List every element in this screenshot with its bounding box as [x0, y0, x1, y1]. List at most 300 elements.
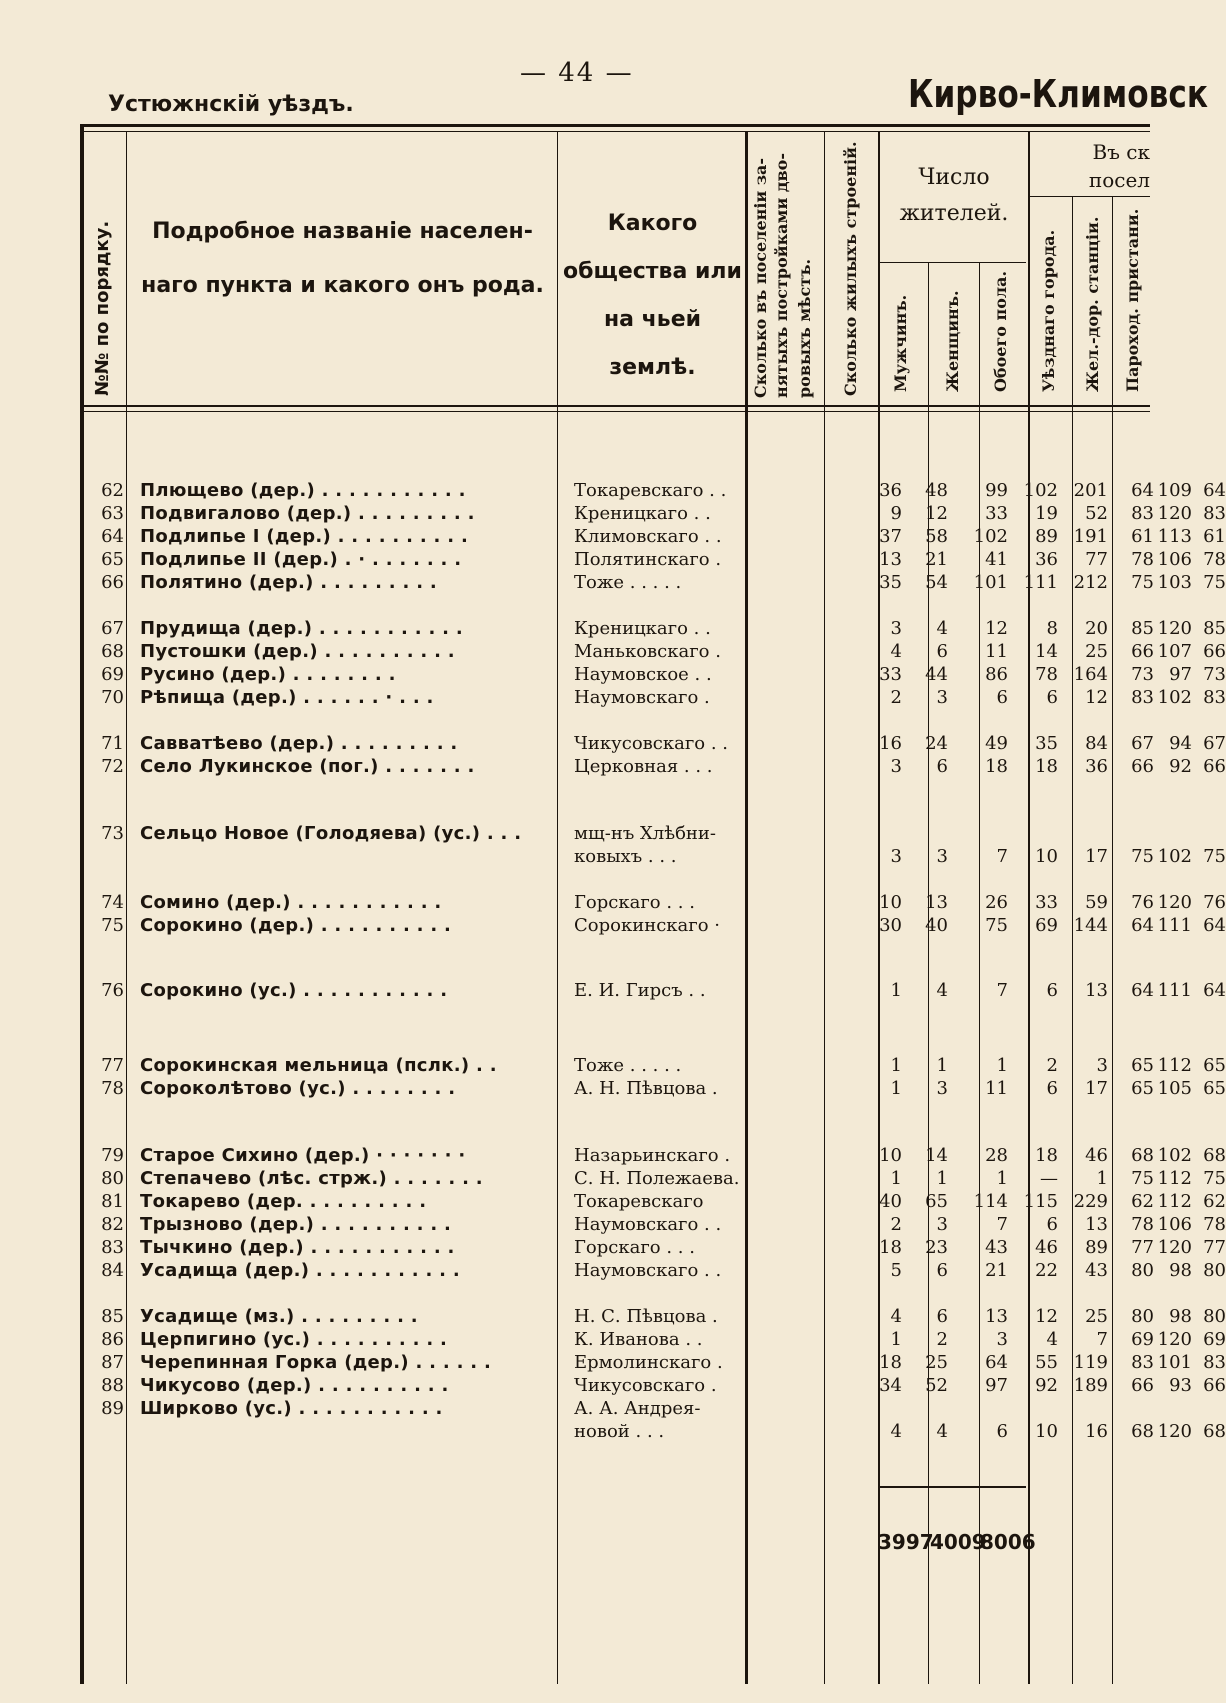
total-women: 4009	[930, 1530, 986, 1554]
vsk-sub-rule	[1030, 196, 1150, 197]
table-row	[80, 1375, 1226, 1397]
header-parohod: Пароход. пристани.	[1123, 208, 1142, 392]
row-zhd: 103	[1157, 572, 1192, 593]
row-stroeniy: 3	[936, 1078, 948, 1099]
row-number: 83	[101, 1237, 124, 1258]
table-row	[80, 480, 1226, 502]
row-society: Назарьинскаго .	[574, 1145, 731, 1166]
row-society: Сорокинскаго ·	[574, 915, 720, 936]
table-row	[80, 1214, 1226, 1236]
row-women: 6	[1046, 980, 1058, 1001]
row-zhd: 107	[1157, 641, 1192, 662]
row-men: 3	[996, 1329, 1008, 1350]
row-stroeniy: 1	[936, 1055, 948, 1076]
row-parohod: 76	[1203, 892, 1226, 913]
row-dvor: 4	[890, 1306, 902, 1327]
row-parohod: 62	[1203, 1191, 1226, 1212]
row-women: 6	[1046, 687, 1058, 708]
row-dvor: 36	[879, 480, 902, 501]
row-stroeniy: 3	[936, 846, 948, 867]
row-stroeniy: 6	[936, 641, 948, 662]
row-name: Плющево (дер.) . . . . . . . . . . .	[140, 480, 466, 501]
row-society: Креницкаго . .	[574, 503, 711, 524]
row-dvor: 4	[890, 641, 902, 662]
row-society: Ермолинскаго .	[574, 1352, 723, 1373]
row-women: 92	[1035, 1375, 1058, 1396]
row-stroeniy: 25	[925, 1352, 948, 1373]
row-dvor: 13	[879, 549, 902, 570]
row-number: 67	[101, 618, 124, 639]
row-stroeniy: 44	[925, 664, 948, 685]
row-name: Русино (дер.) . . . . . . . .	[140, 664, 396, 685]
header-society-line3: на чьей землѣ.	[603, 307, 702, 380]
row-parohod: 75	[1203, 572, 1226, 593]
row-society: Наумовскаго . .	[574, 1214, 722, 1235]
row-society: мщ-нъ Хлѣбни-	[574, 823, 717, 844]
row-zhd: 120	[1157, 618, 1192, 639]
row-men: 7	[996, 846, 1008, 867]
row-men: 97	[985, 1375, 1008, 1396]
row-zhd: 92	[1169, 756, 1192, 777]
row-total: 43	[1085, 1260, 1108, 1281]
row-dvor: 2	[890, 1214, 902, 1235]
row-total: 201	[1073, 480, 1108, 501]
row-stroeniy: 21	[925, 549, 948, 570]
row-women: 115	[1023, 1191, 1058, 1212]
chislo-sub-rule	[880, 262, 1026, 263]
row-total: 52	[1085, 503, 1108, 524]
row-men: 75	[985, 915, 1008, 936]
row-men: 1	[996, 1055, 1008, 1076]
table-row	[80, 915, 1226, 937]
row-zhd: 112	[1157, 1055, 1192, 1076]
table-row	[80, 664, 1226, 686]
row-stroeniy: 14	[925, 1145, 948, 1166]
row-gorod: 66	[1131, 641, 1154, 662]
row-number: 75	[101, 915, 124, 936]
row-parohod: 64	[1203, 915, 1226, 936]
row-total: 16	[1085, 1421, 1108, 1442]
row-name: Рѣпища (дер.) . . . . . . · . . .	[140, 687, 434, 708]
row-gorod: 80	[1131, 1306, 1154, 1327]
table-row	[80, 526, 1226, 548]
row-women: 6	[1046, 1214, 1058, 1235]
row-society-cont: ковыхъ . . .	[574, 846, 677, 867]
row-stroeniy: 58	[925, 526, 948, 547]
row-stroeniy: 24	[925, 733, 948, 754]
row-name: Церпигино (ус.) . . . . . . . . . .	[140, 1329, 448, 1350]
top-rule-2	[80, 131, 1150, 132]
row-society: Полятинскаго .	[574, 549, 722, 570]
row-society: Токаревскаго	[574, 1191, 704, 1212]
table-row	[80, 980, 1226, 1002]
row-number: 85	[101, 1306, 124, 1327]
row-society: К. Иванова . .	[574, 1329, 703, 1350]
row-stroeniy: 6	[936, 1306, 948, 1327]
row-gorod: 67	[1131, 733, 1154, 754]
row-zhd: 94	[1169, 733, 1192, 754]
row-name: Трызново (дер.) . . . . . . . . . .	[140, 1214, 452, 1235]
row-zhd: 120	[1157, 503, 1192, 524]
row-name: Усадище (мз.) . . . . . . . . .	[140, 1306, 418, 1327]
row-zhd: 109	[1157, 480, 1192, 501]
row-dvor: 1	[890, 1329, 902, 1350]
row-number: 78	[101, 1078, 124, 1099]
row-dvor: 16	[879, 733, 902, 754]
row-zhd: 120	[1157, 892, 1192, 913]
row-men: 13	[985, 1306, 1008, 1327]
table-row	[80, 687, 1226, 709]
header-vsk-line1: Въ ск	[1092, 140, 1150, 164]
row-society: Чикусовскаго .	[574, 1375, 717, 1396]
row-men: 7	[996, 980, 1008, 1001]
row-men: 7	[996, 1214, 1008, 1235]
row-total: 36	[1085, 756, 1108, 777]
row-women: 14	[1035, 641, 1058, 662]
row-dvor: 1	[890, 1078, 902, 1099]
row-name: Сорокино (дер.) . . . . . . . . . .	[140, 915, 452, 936]
row-gorod: 68	[1131, 1145, 1154, 1166]
header-dvor-line1: Сколько въ поселеніи за-	[751, 157, 770, 398]
row-stroeniy: 52	[925, 1375, 948, 1396]
row-number: 64	[101, 526, 124, 547]
row-total: 191	[1073, 526, 1108, 547]
row-parohod: 78	[1203, 1214, 1226, 1235]
row-gorod: 68	[1131, 1421, 1154, 1442]
district-title: Устюжнскій уѣздъ.	[108, 92, 354, 117]
row-name: Старое Сихино (дер.) · · · · · · ·	[140, 1145, 466, 1166]
row-gorod: 65	[1131, 1078, 1154, 1099]
row-men: 101	[973, 572, 1008, 593]
table-row	[80, 733, 1226, 755]
row-society: Е. И. Гирсъ . .	[574, 980, 706, 1001]
row-men: 64	[985, 1352, 1008, 1373]
row-society: Тоже . . . . .	[574, 1055, 682, 1076]
row-name: Савватѣево (дер.) . . . . . . . . .	[140, 733, 458, 754]
row-gorod: 83	[1131, 1352, 1154, 1373]
row-gorod: 83	[1131, 687, 1154, 708]
row-stroeniy: 3	[936, 687, 948, 708]
row-stroeniy: 12	[925, 503, 948, 524]
row-name: Село Лукинское (пог.) . . . . . . .	[140, 756, 475, 777]
row-parohod: 68	[1203, 1421, 1226, 1442]
row-zhd: 106	[1157, 1214, 1192, 1235]
row-women: 18	[1035, 1145, 1058, 1166]
row-name: Сороколѣтово (ус.) . . . . . . . .	[140, 1078, 456, 1099]
row-total: 1	[1096, 1168, 1108, 1189]
row-society: Наумовскаго .	[574, 687, 710, 708]
row-women: 8	[1046, 618, 1058, 639]
row-society: Маньковскаго .	[574, 641, 721, 662]
row-women: 102	[1023, 480, 1058, 501]
row-number: 74	[101, 892, 124, 913]
header-dvor-line2: нятыхъ постройками дво-	[772, 153, 791, 398]
row-gorod: 83	[1131, 503, 1154, 524]
row-dvor: 34	[879, 1375, 902, 1396]
row-total: 46	[1085, 1145, 1108, 1166]
row-women: 22	[1035, 1260, 1058, 1281]
row-society: Климовскаго . .	[574, 526, 722, 547]
row-parohod: 75	[1203, 1168, 1226, 1189]
row-parohod: 83	[1203, 1352, 1226, 1373]
row-men: 114	[973, 1191, 1008, 1212]
row-number: 69	[101, 664, 124, 685]
row-total: 119	[1073, 1352, 1108, 1373]
row-zhd: 120	[1157, 1421, 1192, 1442]
row-zhd: 102	[1157, 1145, 1192, 1166]
row-name: Полятино (дер.) . . . . . . . . .	[140, 572, 438, 593]
row-total: 20	[1085, 618, 1108, 639]
row-women: 4	[1046, 1329, 1058, 1350]
row-parohod: 66	[1203, 641, 1226, 662]
row-society: Креницкаго . .	[574, 618, 711, 639]
row-gorod: 69	[1131, 1329, 1154, 1350]
header-gorod: Уѣзднаго города.	[1039, 229, 1058, 392]
table-row	[80, 1237, 1226, 1259]
row-name: Черепинная Горка (дер.) . . . . . .	[140, 1352, 492, 1373]
row-total: 144	[1073, 915, 1108, 936]
row-dvor: 10	[879, 1145, 902, 1166]
row-zhd: 98	[1169, 1306, 1192, 1327]
table-row	[80, 503, 1226, 525]
row-women: 111	[1023, 572, 1058, 593]
row-parohod: 73	[1203, 664, 1226, 685]
row-parohod: 61	[1203, 526, 1226, 547]
row-parohod: 78	[1203, 549, 1226, 570]
row-gorod: 64	[1131, 915, 1154, 936]
row-stroeniy: 23	[925, 1237, 948, 1258]
row-number: 72	[101, 756, 124, 777]
row-parohod: 83	[1203, 503, 1226, 524]
row-society: Тоже . . . . .	[574, 572, 682, 593]
header-num: №№ по порядку.	[92, 220, 113, 396]
row-gorod: 64	[1131, 480, 1154, 501]
row-parohod: 64	[1203, 480, 1226, 501]
header-vsk-line2: посел	[1088, 168, 1150, 192]
row-stroeniy: 4	[936, 980, 948, 1001]
row-stroeniy: 4	[936, 1421, 948, 1442]
row-women: 2	[1046, 1055, 1058, 1076]
row-men: 6	[996, 1421, 1008, 1442]
row-stroeniy: 13	[925, 892, 948, 913]
header-total: Обоего пола.	[991, 270, 1010, 392]
row-zhd: 106	[1157, 549, 1192, 570]
col-rule-z	[1112, 196, 1113, 1684]
row-society: Токаревскаго . .	[574, 480, 727, 501]
row-name: Степачево (лѣс. стрж.) . . . . . . .	[140, 1168, 483, 1189]
row-parohod: 80	[1203, 1260, 1226, 1281]
header-society-line1: Какого	[607, 211, 698, 236]
col-rule-w	[979, 263, 980, 1684]
row-name: Сорокинская мельница (пслк.) . .	[140, 1055, 497, 1076]
row-number: 84	[101, 1260, 124, 1281]
row-men: 11	[985, 1078, 1008, 1099]
row-dvor: 33	[879, 664, 902, 685]
row-parohod: 85	[1203, 618, 1226, 639]
row-name: Сорокино (ус.) . . . . . . . . . . .	[140, 980, 448, 1001]
row-name: Пустошки (дер.) . . . . . . . . . .	[140, 641, 455, 662]
row-zhd: 111	[1157, 980, 1192, 1001]
row-dvor: 1	[890, 1055, 902, 1076]
row-name: Сельцо Новое (Голодяева) (ус.) . . .	[140, 823, 522, 844]
table-row	[80, 1352, 1226, 1374]
row-name: Ширково (ус.) . . . . . . . . . . .	[140, 1398, 443, 1419]
row-men: 28	[985, 1145, 1008, 1166]
row-parohod: 75	[1203, 846, 1226, 867]
row-dvor: 5	[890, 1260, 902, 1281]
row-zhd: 112	[1157, 1168, 1192, 1189]
row-parohod: 68	[1203, 1145, 1226, 1166]
row-total: 25	[1085, 641, 1108, 662]
row-men: 86	[985, 664, 1008, 685]
row-dvor: 37	[879, 526, 902, 547]
row-gorod: 77	[1131, 1237, 1154, 1258]
row-women: 69	[1035, 915, 1058, 936]
row-total: 13	[1085, 1214, 1108, 1235]
row-total: 3	[1096, 1055, 1108, 1076]
row-number: 89	[101, 1398, 124, 1419]
row-gorod: 61	[1131, 526, 1154, 547]
row-society: Наумовскаго . .	[574, 1260, 722, 1281]
row-men: 99	[985, 480, 1008, 501]
row-name: Прудища (дер.) . . . . . . . . . . .	[140, 618, 464, 639]
row-dvor: 1	[890, 980, 902, 1001]
row-stroeniy: 4	[936, 618, 948, 639]
row-gorod: 80	[1131, 1260, 1154, 1281]
col-rule-m	[928, 263, 929, 1684]
row-total: 25	[1085, 1306, 1108, 1327]
row-dvor: 2	[890, 687, 902, 708]
row-gorod: 73	[1131, 664, 1154, 685]
row-men: 11	[985, 641, 1008, 662]
row-total: 7	[1096, 1329, 1108, 1350]
row-men: 43	[985, 1237, 1008, 1258]
row-parohod: 67	[1203, 733, 1226, 754]
row-total: 89	[1085, 1237, 1108, 1258]
row-women: 19	[1035, 503, 1058, 524]
table-row	[80, 1260, 1226, 1282]
row-total: 229	[1073, 1191, 1108, 1212]
row-women: 6	[1046, 1078, 1058, 1099]
row-number: 73	[101, 823, 124, 844]
header-name	[130, 212, 555, 306]
row-women: 89	[1035, 526, 1058, 547]
row-society: Горскаго . . .	[574, 892, 695, 913]
row-women: 33	[1035, 892, 1058, 913]
row-name: Усадища (дер.) . . . . . . . . . . .	[140, 1260, 461, 1281]
row-gorod: 64	[1131, 980, 1154, 1001]
table-row	[80, 618, 1226, 640]
row-number: 62	[101, 480, 124, 501]
row-zhd: 111	[1157, 915, 1192, 936]
header-vsk	[1040, 138, 1150, 194]
total-men: 3997	[878, 1530, 934, 1554]
row-number: 80	[101, 1168, 124, 1189]
row-stroeniy: 6	[936, 1260, 948, 1281]
table-row	[80, 756, 1226, 778]
row-gorod: 78	[1131, 1214, 1154, 1235]
table-row	[80, 1168, 1226, 1190]
row-dvor: 10	[879, 892, 902, 913]
row-total: 12	[1085, 687, 1108, 708]
row-society-cont: новой . . .	[574, 1421, 665, 1442]
total-both: 8006	[980, 1530, 1036, 1554]
row-stroeniy: 6	[936, 756, 948, 777]
row-dvor: 9	[890, 503, 902, 524]
header-chislo-line2: жителей.	[899, 201, 1009, 226]
col-rule-g	[1072, 196, 1073, 1684]
row-dvor: 3	[890, 756, 902, 777]
row-total: 13	[1085, 980, 1108, 1001]
row-name: Подлипье I (дер.) . . . . . . . . . .	[140, 526, 469, 547]
header-bottom-rule-2	[80, 411, 1150, 412]
row-stroeniy: 1	[936, 1168, 948, 1189]
row-zhd: 120	[1157, 1329, 1192, 1350]
row-stroeniy: 65	[925, 1191, 948, 1212]
table-row	[80, 1078, 1226, 1100]
row-number: 68	[101, 641, 124, 662]
row-parohod: 66	[1203, 756, 1226, 777]
row-gorod: 76	[1131, 892, 1154, 913]
row-gorod: 66	[1131, 1375, 1154, 1396]
header-bottom-rule	[80, 405, 1150, 407]
row-parohod: 65	[1203, 1078, 1226, 1099]
table-row	[80, 1055, 1226, 1077]
row-zhd: 102	[1157, 846, 1192, 867]
table-row	[80, 1306, 1226, 1328]
row-total: 164	[1073, 664, 1108, 685]
row-parohod: 80	[1203, 1306, 1226, 1327]
totals-rule	[880, 1486, 1026, 1488]
row-gorod: 75	[1131, 1168, 1154, 1189]
row-parohod: 77	[1203, 1237, 1226, 1258]
header-stroeniy: Сколько жилыхъ строеній.	[841, 141, 860, 396]
top-rule	[80, 124, 1150, 127]
header-society-line2: общества или	[563, 259, 742, 284]
row-dvor: 1	[890, 1168, 902, 1189]
row-stroeniy: 40	[925, 915, 948, 936]
row-parohod: 69	[1203, 1329, 1226, 1350]
row-society: Горскаго . . .	[574, 1237, 695, 1258]
row-number: 81	[101, 1191, 124, 1212]
row-dvor: 35	[879, 572, 902, 593]
row-zhd: 120	[1157, 1237, 1192, 1258]
table-row	[80, 549, 1226, 571]
row-parohod: 66	[1203, 1375, 1226, 1396]
volost-title: Кирво-Климовск	[908, 72, 1209, 116]
row-dvor: 30	[879, 915, 902, 936]
row-women: 12	[1035, 1306, 1058, 1327]
row-zhd: 102	[1157, 687, 1192, 708]
row-dvor: 3	[890, 846, 902, 867]
row-number: 70	[101, 687, 124, 708]
row-society: А. А. Андрея-	[574, 1398, 701, 1419]
row-gorod: 78	[1131, 549, 1154, 570]
row-women: 35	[1035, 733, 1058, 754]
row-zhd: 98	[1169, 1260, 1192, 1281]
row-zhd: 97	[1169, 664, 1192, 685]
row-gorod: 75	[1131, 572, 1154, 593]
row-gorod: 75	[1131, 846, 1154, 867]
row-men: 102	[973, 526, 1008, 547]
row-dvor: 4	[890, 1421, 902, 1442]
row-parohod: 64	[1203, 980, 1226, 1001]
row-total: 77	[1085, 549, 1108, 570]
header-chislo	[880, 160, 1028, 232]
header-chislo-line1: Число	[918, 165, 990, 190]
row-number: 86	[101, 1329, 124, 1350]
row-dvor: 18	[879, 1237, 902, 1258]
